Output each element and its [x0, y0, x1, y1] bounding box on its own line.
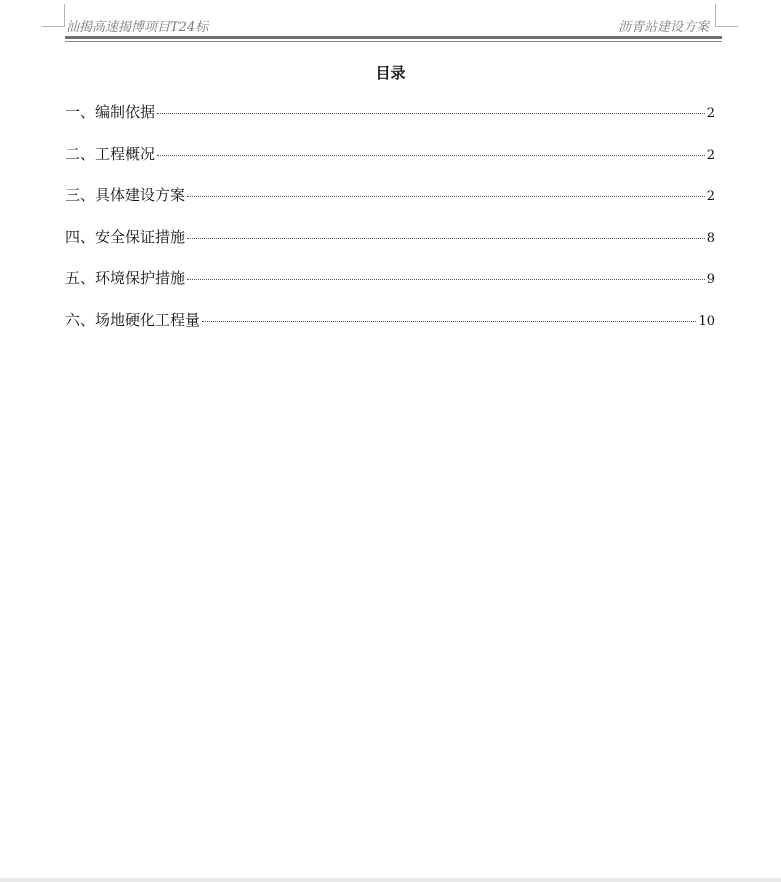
header-rule-thick [65, 36, 722, 39]
toc-entry-label: 四、安全保证措施 [65, 227, 186, 246]
header-document-title: 沥青站建设方案 [617, 20, 709, 35]
toc-entry-environmental-measures[interactable] [65, 267, 715, 309]
toc-entry-site-hardening-quantities[interactable] [65, 309, 715, 351]
crop-mark-top-left-vertical [64, 4, 65, 26]
toc-entry-label: 一、编制依据 [65, 103, 156, 121]
crop-mark-top-left-horizontal [42, 26, 65, 27]
toc-entry-page-number: 8 [706, 230, 715, 246]
crop-mark-top-right-vertical [715, 4, 716, 26]
toc-entry-page-number: 2 [706, 147, 715, 163]
toc-entry-safety-measures[interactable] [65, 226, 715, 268]
toc-dot-leader [157, 113, 705, 114]
toc-dot-leader [157, 155, 705, 156]
toc-entry-construction-plan[interactable] [65, 184, 715, 226]
toc-dot-leader [187, 238, 705, 239]
toc-entry-label: 五、环境保护措施 [65, 269, 186, 288]
toc-entry-page-number: 10 [698, 313, 715, 329]
toc-entry-project-overview[interactable] [65, 143, 715, 185]
toc-entry-label: 二、工程概况 [65, 144, 156, 163]
toc-dot-leader [187, 196, 705, 197]
toc-title: 目录 [375, 64, 406, 82]
toc-entry-label: 三、具体建设方案 [65, 186, 186, 205]
toc-entry-page-number: 2 [706, 189, 715, 205]
toc-entry-compilation-basis[interactable] [65, 101, 715, 143]
toc-entry-label: 六、场地硬化工程量 [65, 310, 201, 329]
toc-dot-leader [202, 321, 696, 322]
header-rule-thin [65, 41, 722, 42]
table-of-contents [65, 101, 715, 351]
toc-entry-page-number: 2 [706, 106, 715, 121]
page-bottom-edge [0, 878, 781, 882]
header-project-name: 汕揭高速揭博项目T24标 [66, 20, 209, 35]
toc-entry-page-number: 9 [706, 272, 715, 288]
toc-dot-leader [187, 279, 705, 280]
crop-mark-top-right-horizontal [715, 26, 738, 27]
